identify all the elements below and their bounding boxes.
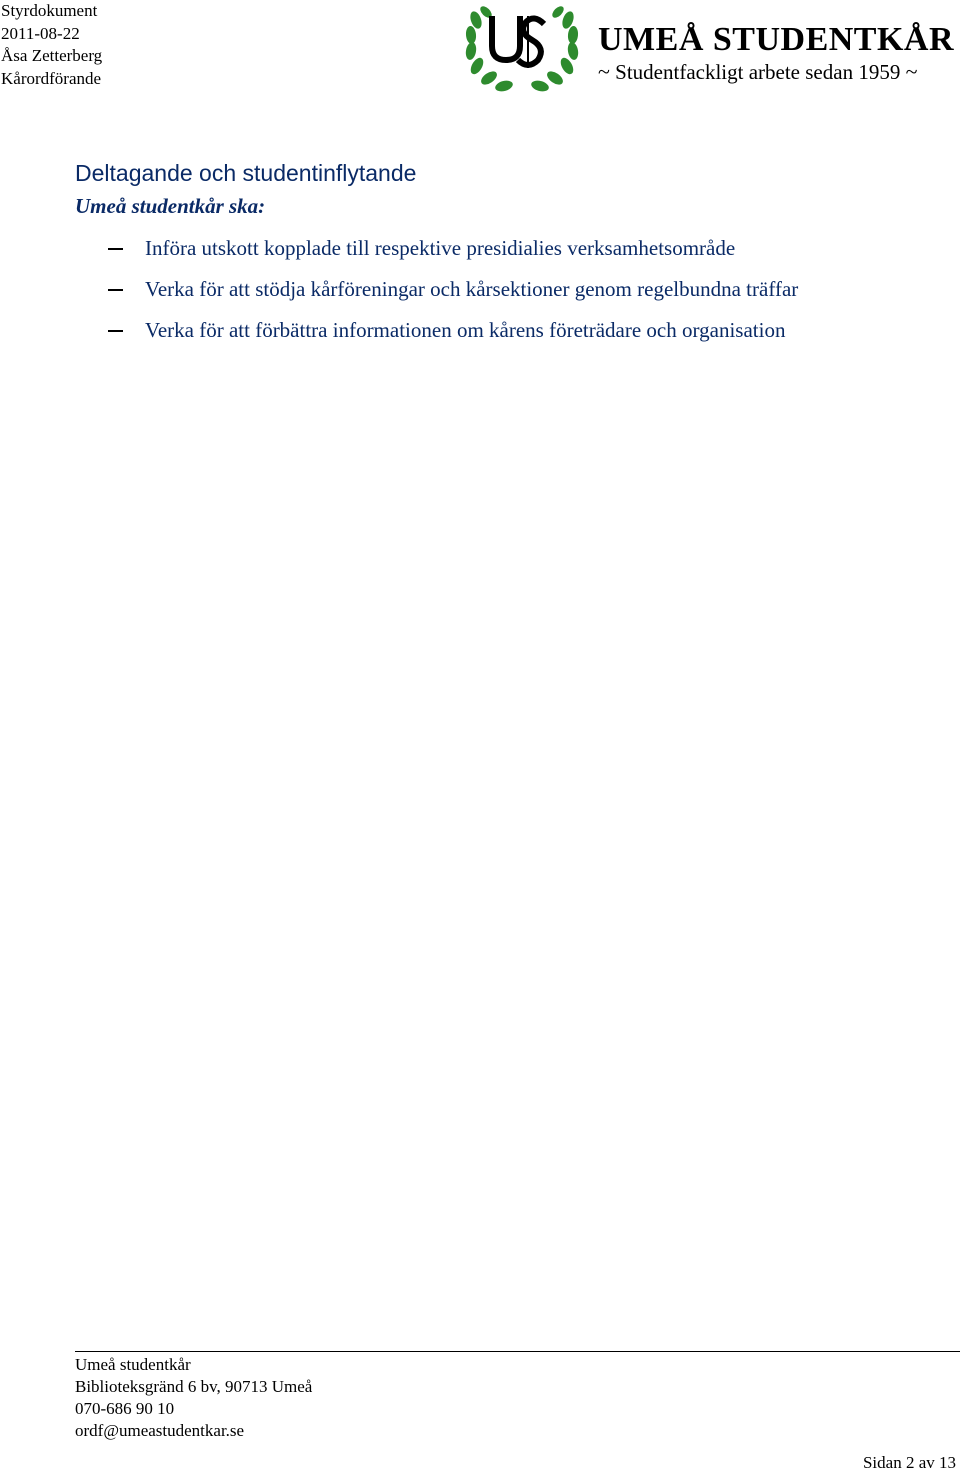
page-number: Sidan 2 av 13 [862, 1453, 956, 1472]
list-item-text: Införa utskott kopplade till respektive presidialies verksamhetsområde [145, 236, 736, 260]
document-meta [1, 0, 102, 90]
logo-subtitle-text: Studentfackligt arbete sedan 1959 [615, 60, 901, 84]
section-heading: Deltagande och studentinflytande [75, 160, 417, 186]
umea-studentkar-logo [462, 2, 955, 94]
list-item-text: Verka för att förbättra informationen om kårens företrädare och organisation [145, 318, 786, 342]
dash-bullet-icon [108, 289, 123, 291]
bullet-list [0, 236, 960, 359]
list-item-text: Verka för att stödja kårföreningar och kårsektioner genom regelbundna träffar [145, 277, 799, 301]
footer-divider [75, 1351, 960, 1352]
dash-bullet-icon [108, 248, 123, 250]
list-item [0, 236, 960, 277]
footer-contact [75, 1354, 312, 1442]
logo-tilde-right: ~ [905, 59, 918, 84]
list-item [0, 277, 960, 318]
dash-bullet-icon [108, 330, 123, 332]
section-subheading: Umeå studentkår ska: [75, 194, 266, 218]
footer-org: Umeå studentkår [75, 1355, 191, 1374]
logo-subtitle [598, 60, 954, 84]
logo-tilde-left: ~ [598, 59, 610, 84]
footer-email: ordf@umeastudentkar.se [75, 1421, 245, 1440]
laurel-emblem-icon [462, 2, 582, 94]
list-item [0, 318, 960, 359]
meta-author: Åsa Zetterberg [1, 46, 103, 65]
meta-role: Kårordförande [1, 68, 102, 88]
logo-title: UMEÅ STUDENTKÅR [598, 21, 955, 58]
footer-address: Biblioteksgränd 6 bv, 90713 Umeå [75, 1377, 313, 1396]
meta-date: 2011-08-22 [1, 23, 80, 43]
meta-doc-type: Styrdokument [1, 1, 98, 20]
footer-phone: 070-686 90 10 [75, 1399, 175, 1418]
